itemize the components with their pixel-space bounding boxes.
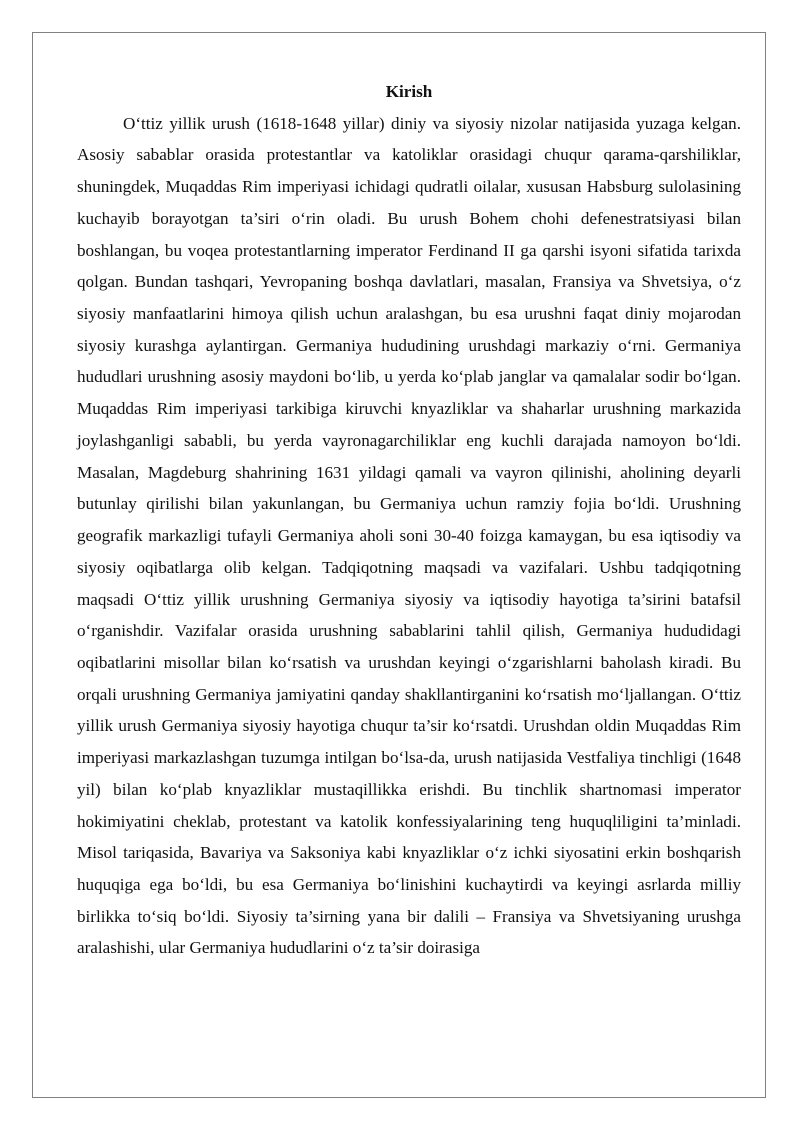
document-title: Kirish — [385, 82, 433, 101]
document-content — [77, 76, 741, 964]
body-paragraph: O‘ttiz yillik urush (1618-1648 yillar) diniy va siyosiy nizolar natijasida yuzaga kelgan. Asosiy sabablar orasida protestantlar va katoliklar orasidagi chuqur qarama-qarshiliklar, shuningdek, Muqaddas Rim imperiyasi ichidagi qudratli oilalar, xususan Habsburg sulolasining kuchayib borayotgan ta’siri o‘rin oladi. Bu urush Bohem chohi defenestratsiyasi bilan boshlangan, bu voqea protestantlarning imperator Ferdinand II ga qarshi isyoni sifatida tarixda qolgan. Bundan tashqari, Yevropaning boshqa davlatlari, masalan, Fransiya va Shvetsiya, o‘z siyosiy manfaatlarini himoya qilish uchun aralashgan, bu esa urushni faqat diniy mojarodan siyosiy kurashga aylantirgan. Germaniya hududining urushdagi markaziy o‘rni. Germaniya hududlari urushning asosiy maydoni bo‘lib, u yerda ko‘plab janglar va qamalalar sodir bo‘lgan. Muqaddas Rim imperiyasi tarkibiga kiruvchi knyazliklar va shaharlar urushning markazida joylashganligi sababli, bu yerda vayronagarchiliklar eng kuchli darajada namoyon bo‘ldi. Masalan, Magdeburg shahrining 1631 yildagi qamali va vayron qilinishi, aholining deyarli butunlay qirilishi bilan yakunlangan, bu Germaniya uchun ramziy fojia bo‘ldi. Urushning geografik markazligi tufayli Germaniya aholi soni 30-40 foizga kamaygan, bu esa iqtisodiy va siyosiy oqibatlarga olib kelgan. Tadqiqotning maqsadi va vazifalari. Ushbu tadqiqotning maqsadi O‘ttiz yillik urushning Germaniya siyosiy va iqtisodiy hayotiga ta’sirini batafsil o‘rganishdir. Vazifalar orasida urushning sabablarini tahlil qilish, Germaniya hududidagi oqibatlarini misollar bilan ko‘rsatish va urushdan keyingi o‘zgarishlarni baholash kiradi. Bu orqali urushning Germaniya jamiyatini qanday shakllantirganini ko‘rsatish mo‘ljallangan. O‘ttiz yillik urush Germaniya siyosiy hayotiga chuqur ta’sir ko‘rsatdi. Urushdan oldin Muqaddas Rim imperiyasi markazlashgan tuzumga intilgan bo‘lsa-da, urush natijasida Vestfaliya tinchligi (1648 yil) bilan ko‘plab knyazliklar mustaqillikka erishdi. Bu tinchlik shartnomasi imperator hokimiyatini cheklab, protestant va katolik konfessiyalarining teng huquqliligini ta’minladi. Misol tariqasida, Bavariya va Saksoniya kabi knyazliklar o‘z ichki siyosatini erkin boshqarish huquqiga ega bo‘ldi, bu esa Germaniya bo‘linishini kuchaytirdi va keyingi asrlarda milliy birlikka to‘siq bo‘ldi. Siyosiy ta’sirning yana bir dalili – Fransiya va Shvetsiyaning urushga aralashishi, ular Germaniya hududlarini o‘z ta’sir doirasiga — [77, 113, 741, 958]
